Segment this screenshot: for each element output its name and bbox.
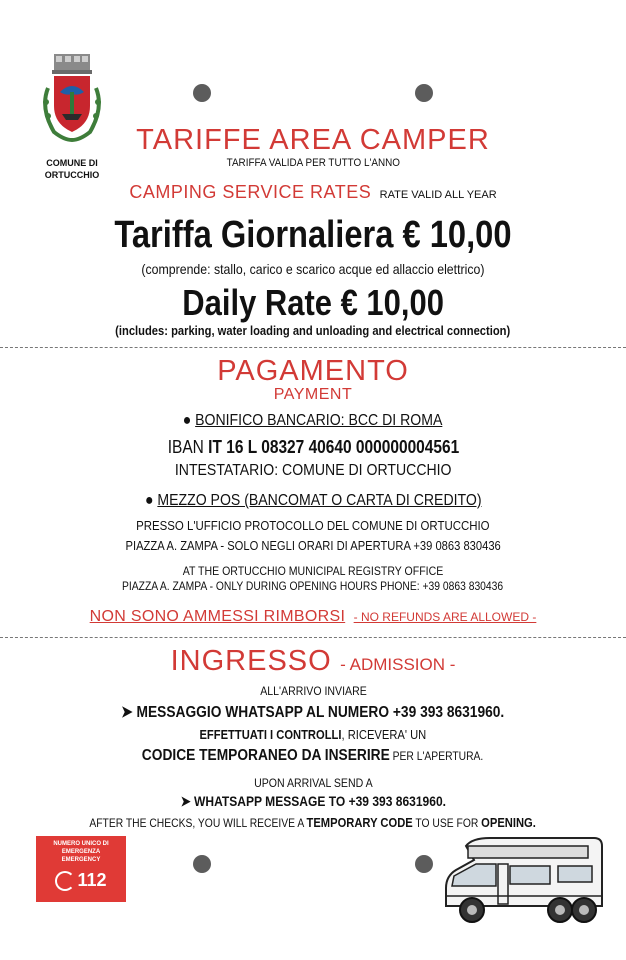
admission-it-line3 [0, 727, 626, 742]
bank-transfer-label: BONIFICO BANCARIO: BCC DI ROMA [195, 412, 443, 429]
subtitle-it [0, 157, 626, 169]
iban-row [0, 437, 626, 458]
subtitle-it-text: TARIFFA VALIDA PER TUTTO L'ANNO [226, 157, 400, 169]
camper-icon [438, 836, 606, 932]
arrow-icon: ➤ [121, 704, 133, 721]
punch-hole-bottom-right [415, 855, 433, 873]
admission-it-line2-text: MESSAGGIO WHATSAPP AL NUMERO +39 393 8631960. [136, 704, 505, 721]
pos-line1-it [0, 518, 626, 533]
emergency-line1: NUMERO UNICO DI EMERGENZA [53, 841, 109, 855]
daily-rate-en-price: € 10,00 [340, 282, 444, 323]
pos-row [0, 492, 626, 510]
emergency-number: 112 [77, 870, 107, 890]
admission-subtitle: - ADMISSION - [340, 655, 456, 674]
pos-line2-it [0, 538, 626, 553]
admission-en-line3-c: TO USE FOR [413, 816, 482, 830]
payment-subtitle-text: PAYMENT [273, 386, 353, 403]
admission-it-line2 [0, 702, 626, 722]
admission-it-line1-text: ALL'ARRIVO INVIARE [259, 684, 367, 698]
daily-rate-en-note [0, 323, 626, 338]
daily-rate-it-price: € 10,00 [402, 214, 512, 256]
admission-it-line1 [0, 684, 626, 698]
payment-title [0, 355, 626, 388]
pos-line1-en-text: AT THE ORTUCCHIO MUNICIPAL REGISTRY OFFICE [182, 564, 444, 578]
daily-rate-en-label: Daily Rate [182, 282, 332, 323]
admission-en-line2-text: WHATSAPP MESSAGE TO +39 393 8631960. [193, 793, 446, 809]
admission-en-line2 [0, 793, 626, 810]
arrow-icon: ➤ [180, 793, 191, 809]
admission-title-row [0, 645, 626, 678]
daily-rate-en [0, 282, 626, 324]
no-refunds-en: - NO REFUNDS ARE ALLOWED - [353, 610, 537, 624]
payment-title-text: PAGAMENTO [217, 355, 409, 387]
title-en-row [0, 182, 626, 203]
emergency-badge [36, 836, 126, 902]
pos-line1-en [0, 564, 626, 578]
daily-rate-it-label: Tariffa Giornaliera [114, 214, 394, 256]
account-holder [0, 462, 626, 480]
pos-label: MEZZO POS (BANCOMAT O CARTA DI CREDITO) [157, 492, 482, 509]
no-refunds-it: NON SONO AMMESSI RIMBORSI [89, 608, 346, 625]
iban-prefix: IBAN [167, 437, 204, 457]
daily-rate-en-note-text: (includes: parking, water loading and unloading and electrical connection) [115, 323, 511, 338]
punch-hole-bottom-left [193, 855, 211, 873]
title-it [0, 124, 626, 157]
subtitle-en: RATE VALID ALL YEAR [379, 189, 497, 201]
admission-en-line1 [0, 776, 626, 790]
daily-rate-it-note [0, 261, 626, 277]
admission-en-line3-a: AFTER THE CHECKS, YOU WILL RECEIVE A [89, 816, 307, 830]
account-holder-text: INTESTATARIO: COMUNE DI ORTUCCHIO [174, 462, 452, 479]
admission-it-line4 [0, 747, 626, 765]
punch-hole-top-right [415, 84, 433, 102]
divider-1 [0, 347, 626, 348]
admission-it-line4-rest: PER L'APERTURA. [390, 749, 484, 763]
crest-caption-line1: COMUNE DI [46, 158, 98, 168]
admission-en-line3-d: OPENING. [481, 815, 537, 830]
admission-en-line3-b: TEMPORARY CODE [306, 815, 414, 830]
divider-2 [0, 637, 626, 638]
admission-it-line3-rest: , RICEVERA' UN [341, 727, 427, 742]
bullet-icon: ● [144, 492, 154, 509]
no-refunds-row [0, 608, 626, 626]
phone-icon [55, 871, 75, 891]
admission-en-line1-text: UPON ARRIVAL SEND A [253, 776, 373, 790]
punch-hole-top-left [193, 84, 211, 102]
daily-rate-it-note-text: (comprende: stallo, carico e scarico acque ed allaccio elettrico) [141, 261, 485, 277]
iban-value: IT 16 L 08327 40640 000000004561 [207, 437, 459, 457]
payment-subtitle [0, 386, 626, 404]
crest-caption-line2: ORTUCCHIO [44, 170, 100, 180]
bullet-icon: ● [183, 412, 192, 429]
pos-line2-en-text: PIAZZA A. ZAMPA - ONLY DURING OPENING HOURS PHONE: +39 0863 830436 [122, 579, 504, 593]
admission-en-line3 [0, 815, 626, 830]
bank-transfer-row [0, 412, 626, 430]
pos-line2-it-text: PIAZZA A. ZAMPA - SOLO NEGLI ORARI DI APERTURA +39 0863 830436 [125, 538, 501, 553]
camper-illustration [438, 836, 606, 932]
daily-rate-it [0, 214, 626, 257]
title-en: CAMPING SERVICE RATES [129, 182, 372, 202]
title-it-text: TARIFFE AREA CAMPER [136, 124, 490, 156]
admission-it-line3-bold: EFFETTUATI I CONTROLLI [199, 727, 342, 742]
admission-it-line4-bold: CODICE TEMPORANEO DA INSERIRE [142, 747, 391, 764]
pos-line2-en [0, 579, 626, 593]
emergency-line2: EMERGENCY [61, 857, 101, 863]
admission-title: INGRESSO [170, 645, 332, 677]
pos-line1-it-text: PRESSO L'UFFICIO PROTOCOLLO DEL COMUNE DI ORTUCCHIO [136, 518, 490, 533]
